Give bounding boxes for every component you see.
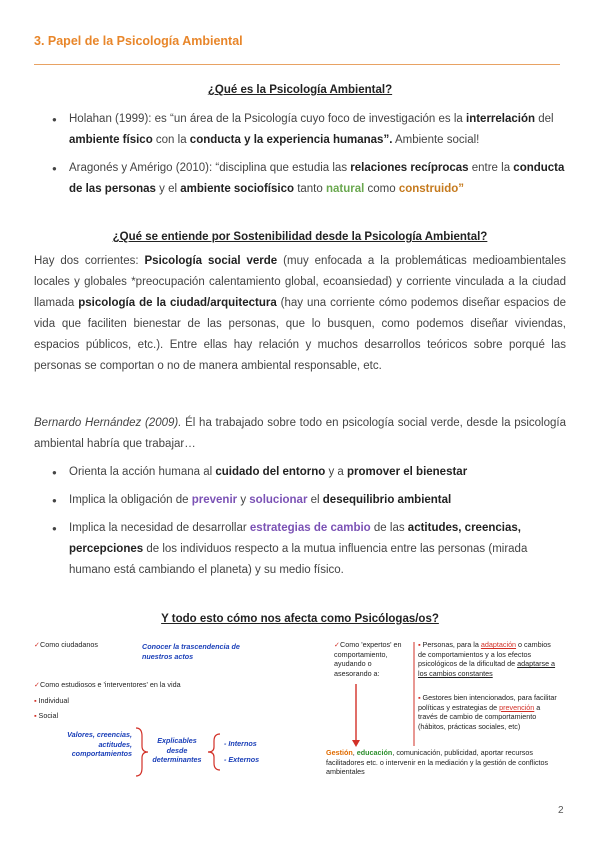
- note-externos: - Externos: [224, 755, 260, 764]
- note-internos: - Internos: [224, 739, 257, 748]
- item-expertos: ✓Como 'expertos' en comportamiento, ayudando o asesorando a:: [334, 640, 402, 678]
- definition-aragones: ● Aragonés y Amérigo (2010): “disciplina que estudia las relaciones recíprocas entre la conducta de las personas y el ambiente sociofísico tanto natural como construido”: [52, 158, 566, 200]
- bracket-right: [208, 734, 220, 770]
- section-title: 3. Papel de la Psicología Ambiental: [34, 34, 243, 48]
- note-explicables: Explicables desde determinantes: [152, 736, 202, 764]
- note-gestion: Gestión, educación, comunicación, publicidad, aportar recursos facilitadores etc. o intervenir en la mediación y la gestión de conflictos ambientales: [326, 748, 549, 776]
- item-individual: ▪ Individual: [34, 696, 69, 705]
- paragraph-hernandez: Bernardo Hernández (2009). Él ha trabajado sobre todo en psicología social verde, desde la psicología ambiental habría que trabajar…: [34, 417, 566, 450]
- definitions-list: [52, 109, 566, 207]
- heading-psicologos: Y todo esto cómo nos afecta como Psicólogas/os?: [161, 613, 439, 625]
- section-divider: [34, 64, 560, 65]
- arrow-head: [352, 740, 360, 747]
- bullet-orienta: ● Orienta la acción humana al cuidado del entorno y a promover el bienestar: [52, 462, 566, 483]
- item-estudiosos: ✓Como estudiosos e 'interventores' en la vida: [34, 680, 181, 689]
- item-ciudadanos: ✓Como ciudadanos: [34, 640, 98, 649]
- bullet-obligacion: ● Implica la obligación de prevenir y solucionar el desequilibrio ambiental: [52, 490, 566, 511]
- role-personas: ▪ Personas, para la adaptación o cambios de comportamientos y a los efectos psicológicos de la dificultad de adaptarse a los cambios constantes: [418, 640, 556, 678]
- heading-que-es: ¿Qué es la Psicología Ambiental?: [207, 84, 393, 96]
- note-valores: Valores, creencias, actitudes, comportamientos: [67, 730, 132, 758]
- roles-diagram: [34, 640, 564, 780]
- definition-holahan: ● Holahan (1999): es “un área de la Psicología cuyo foco de investigación es la interrelación del ambiente físico con la conducta y la experiencia humanas”. Ambiente social!: [52, 109, 566, 151]
- item-social: ▪ Social: [34, 711, 59, 720]
- page-number: 2: [558, 805, 564, 816]
- hernandez-list: [52, 462, 566, 588]
- note-conocer: Conocer la trascendencia de nuestros actos: [142, 642, 240, 661]
- bullet-necesidad: ● Implica la necesidad de desarrollar estrategias de cambio de las actitudes, creencias, percepciones de los individuos respecto a la mutua influencia entre las personas (mirada humano está cambiando el planeta) y su medio físico.: [52, 518, 566, 581]
- role-gestores: ▪ Gestores bien intencionados, para facilitar políticas y estrategias de prevención a través de cambio de comportamiento (hábitos, prácticas sociales, etc): [418, 693, 557, 731]
- heading-sostenibilidad: ¿Qué se entiende por Sostenibilidad desde la Psicología Ambiental?: [112, 231, 488, 243]
- paragraph-corrientes: Hay dos corrientes: Psicología social verde (muy enfocada a la problemáticas medioambientales locales y globales *preocupación calentamiento global, ecoansiedad) y corriente vinculada a la ciudad llamada psicología de la ciudad/arquitectura (hay una corriente cómo podemos diseñar espacios de vida que faciliten bienestar de las personas, que lo busquen, como podemos diseñar viviendas, espacios públicos, etc.). Entre ellas hay relación y muchos desarrollos teóricos sobre porqué las personas se comportan o no de manera ambiental responsable, etc.: [34, 255, 567, 372]
